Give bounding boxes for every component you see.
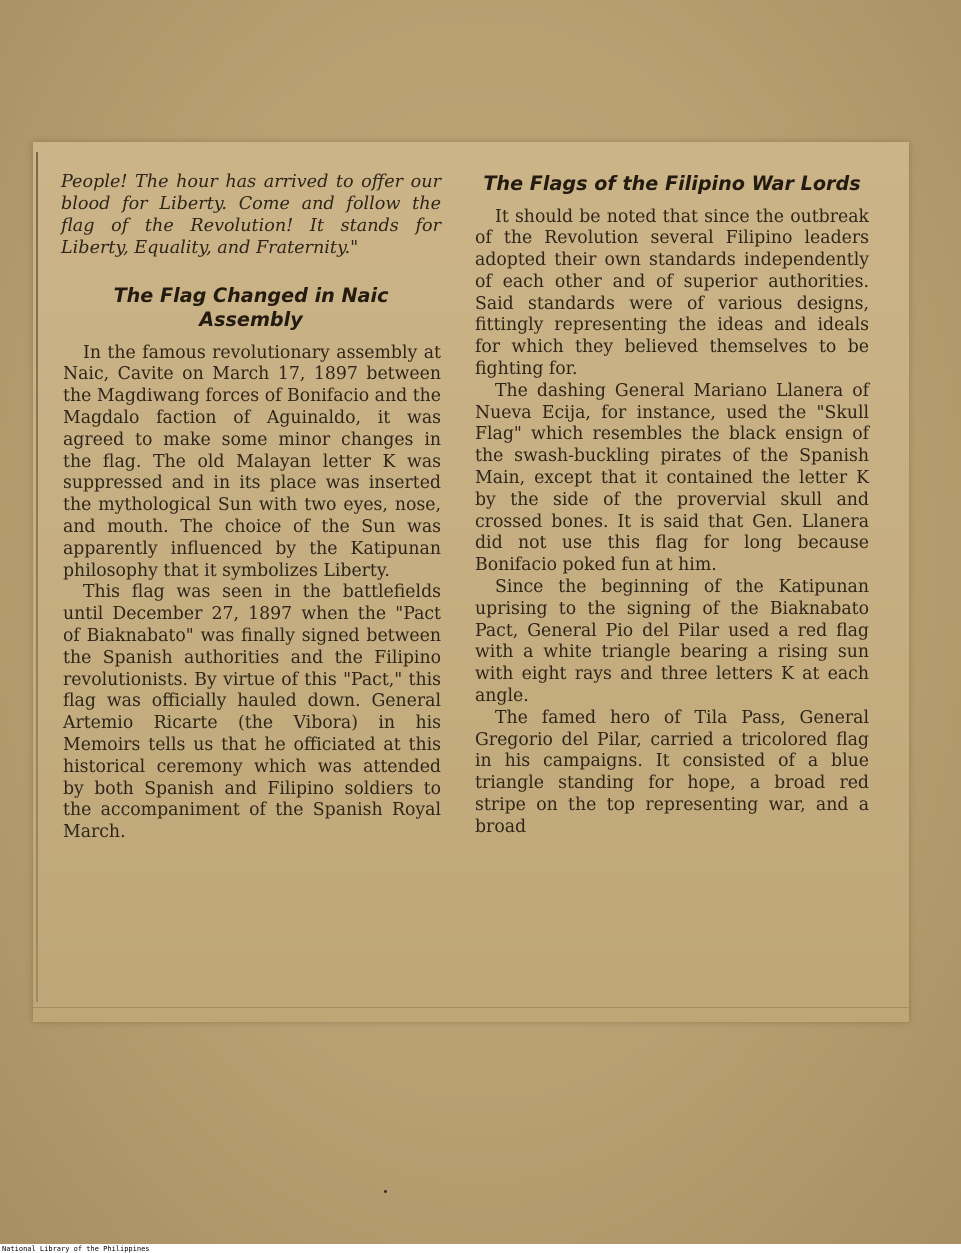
paragraph: In the famous revolutionary assembly at Naic, Cavite on March 17, 1897 between the Magdiwang forces of Bonifacio and the Magdalo faction of Aguinaldo, it was agreed to make some minor changes in the flag. The old Malayan letter K was suppressed and in its place was inserted the mythological Sun with two eyes, nose, and mouth. The choice of the Sun was apparently influenced by the Katipunan philosophy that it symbolizes Liberty.: [63, 342, 441, 581]
paragraph: This flag was seen in the battlefields until December 27, 1897 when the "Pact of Biaknabato" was finally signed between the Spanish authorities and the Filipino revolutionists. By virtue of this "Pact," this flag was officially hauled down. General Artemio Ricarte (the Vibora) in his Memoirs tells us that he officiated at this historical ceremony which was attended by both Spanish and Filipino soldiers to the accompaniment of the Spanish Royal March.: [63, 582, 441, 843]
paragraph: The dashing General Mariano Llanera of Nueva Ecija, for instance, used the "Skull Flag" which resembles the black ensign of the swash-buckling pirates of the Spanish Main, except that it contained the letter K by the side of the provervial skull and crossed bones. It is said that Gen. Llanera did not use this flag for long because Bonifacio poked fun at him.: [475, 380, 869, 576]
closing-quote: People! The hour has arrived to offer our blood for Liberty. Come and follow the flag of the Revolution! It stands for Liberty, Equality, and Fraternity.": [61, 172, 441, 258]
left-column: [51, 172, 441, 844]
heading-naic-assembly: The Flag Changed in Naic Assembly: [113, 283, 389, 332]
clipping-edge-mark: [36, 152, 38, 1002]
footer-credit: National Library of the Philippines: [2, 1245, 150, 1253]
paragraph: Since the beginning of the Katipunan uprising to the signing of the Biaknabato Pact, General Pio del Pilar used a red flag with a white triangle bearing a rising sun with eight rays and three letters K at each angle.: [475, 577, 869, 707]
right-column: [475, 172, 869, 839]
paragraph: It should be noted that since the outbreak of the Revolution several Filipino leaders adopted their own standards independently of each other and of superior authorities. Said standards were of various designs, fittingly representing the ideas and ideals for which they believed themselves to be fighting for.: [475, 206, 869, 380]
speck-mark: [384, 1190, 387, 1193]
newspaper-clipping: [33, 142, 909, 1022]
paragraph: The famed hero of Tila Pass, General Gregorio del Pilar, carried a tricolored flag in his campaigns. It consisted of a blue triangle standing for hope, a broad red stripe on the top representing war, and a broad: [475, 707, 869, 837]
heading-war-lords: The Flags of the Filipino War Lords: [483, 172, 861, 195]
clipping-bottom-edge: [33, 1007, 909, 1008]
